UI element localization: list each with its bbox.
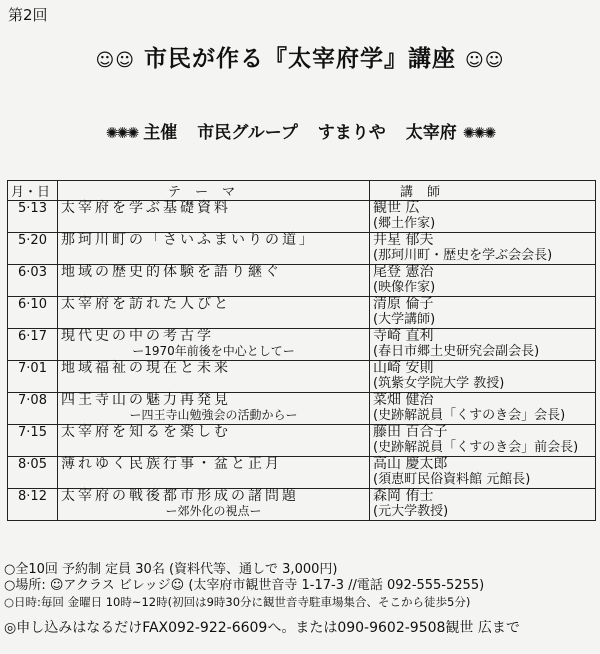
lecturer-cell [370,489,596,521]
footer-contact: ◎申し込みはなるだけFAX092-922-6609へ。または090-9602-9508観世 広まで [4,620,520,636]
session-theme-cell [58,265,370,297]
host-line [0,118,600,143]
table-row [8,425,596,457]
table-row [8,361,596,393]
session-theme-cell [58,457,370,489]
header-lecturer: 講師 [370,181,596,201]
lecturer-name: 井星 郁夫 [373,232,434,248]
session-date: 6·17 [8,329,58,361]
lecturer-title: (春日市郷土史研究会副会長) [373,344,540,359]
table-row [8,265,596,297]
table-row [8,329,596,361]
session-theme-cell [58,233,370,265]
table-row [8,489,596,521]
lecturer-title: (大学講師) [373,312,436,327]
lecturer-name: 高山 慶太郎 [373,456,448,472]
lecturer-title: (映像作家) [373,280,436,295]
lecturer-cell [370,265,596,297]
session-theme: 四王寺山の魅力再発見 [61,392,231,408]
lecturer-name: 尾登 憲治 [373,264,434,280]
sun-deco-left: ✺✺✺ [105,124,138,142]
flyer-title [0,40,600,73]
session-date: 7·01 [8,361,58,393]
session-theme: 那珂川町の「さいふまいりの道」 [61,232,316,248]
lecturer-name: 藤田 百合子 [373,424,448,440]
footer-capacity: ○全10回 予約制 定員 30名 (資料代等、通しで 3,000円) [4,562,338,577]
session-theme: 太宰府を知るを楽しむ [61,424,231,440]
host-org-2: すまりや [317,123,386,143]
lecturer-name: 清原 倫子 [373,296,434,312]
title-text: 市民が作る『太宰府学』講座 [144,46,456,72]
table-row [8,457,596,489]
lecturer-cell [370,201,596,233]
smile-deco-left: ☺☺ [95,50,135,71]
lecturer-title: (筑紫女学院大学 教授) [373,376,505,391]
lecturer-name: 菜畑 健治 [373,392,434,408]
edition-label: 第2回 [8,6,48,24]
session-date: 8·05 [8,457,58,489]
session-theme: 薄れゆく民族行事・盆と正月 [61,456,282,472]
schedule-table [7,180,596,521]
lecturer-cell [370,361,596,393]
session-subtheme: ー1970年前後を中心としてー [132,344,295,358]
table-header-row [8,181,596,201]
session-theme: 太宰府を学ぶ基礎資料 [61,200,231,216]
session-theme: 太宰府の戦後都市形成の諸問題 [61,488,299,504]
lecturer-cell [370,233,596,265]
lecturer-cell [370,329,596,361]
lecturer-title: (元大学教授) [373,504,449,519]
lecturer-name: 観世 広 [373,200,420,216]
session-subtheme: ー郊外化の視点ー [165,504,262,518]
session-subtheme: ー四王寺山勉強会の活動からー [129,408,298,422]
session-theme-cell [58,201,370,233]
session-theme-cell [58,393,370,425]
table-row [8,233,596,265]
lecturer-title: (史跡解説員「くすのき会」前会長) [373,440,579,455]
lecturer-cell [370,393,596,425]
smile-deco-right: ☺☺ [465,50,505,71]
lecturer-cell [370,297,596,329]
footer-venue: ○場所: ☺アクラス ビレッジ☺ (太宰府市観世音寺 1-17-3 //電話 092-555-5255) [4,578,485,593]
session-theme: 太宰府を訪れた人びと [61,296,231,312]
lecturer-name: 寺崎 直利 [373,328,434,344]
session-theme-cell [58,361,370,393]
session-date: 6·03 [8,265,58,297]
session-theme: 地域の歴史的体験を語り継ぐ [61,264,282,280]
lecturer-title: (那珂川町・歴史を学ぶ会会長) [373,248,553,263]
footer-datetime: ○日時:毎回 金曜日 10時~12時(初回は9時30分に観世音寺駐車場集合、そこから徒歩5分) [4,595,471,609]
session-theme-cell [58,329,370,361]
session-date: 7·15 [8,425,58,457]
session-date: 7·08 [8,393,58,425]
table-row [8,393,596,425]
session-theme-cell [58,489,370,521]
header-date: 月・日 [8,181,58,201]
lecturer-title: (郷土作家) [373,216,436,231]
host-org-1: 市民グループ [197,123,298,143]
lecturer-name: 山崎 安則 [373,360,434,376]
session-date: 5·13 [8,201,58,233]
table-row [8,201,596,233]
header-theme: テーマ [58,181,370,201]
lecturer-title: (須恵町民俗資料館 元館長) [373,472,531,487]
footer-info [4,562,596,636]
session-date: 5·20 [8,233,58,265]
session-theme: 地域福祉の現在と未来 [61,360,231,376]
table-row [8,297,596,329]
host-label: 主催 [143,123,178,143]
lecturer-cell [370,457,596,489]
sun-deco-right: ✺✺✺ [462,124,495,142]
session-theme-cell [58,425,370,457]
session-date: 8·12 [8,489,58,521]
session-theme-cell [58,297,370,329]
lecturer-cell [370,425,596,457]
host-org-3: 太宰府 [405,123,457,143]
session-date: 6·10 [8,297,58,329]
lecturer-name: 森岡 侑士 [373,488,434,504]
session-theme: 現代史の中の考古学 [61,328,214,344]
lecturer-title: (史跡解説員「くすのき会」会長) [373,408,566,423]
